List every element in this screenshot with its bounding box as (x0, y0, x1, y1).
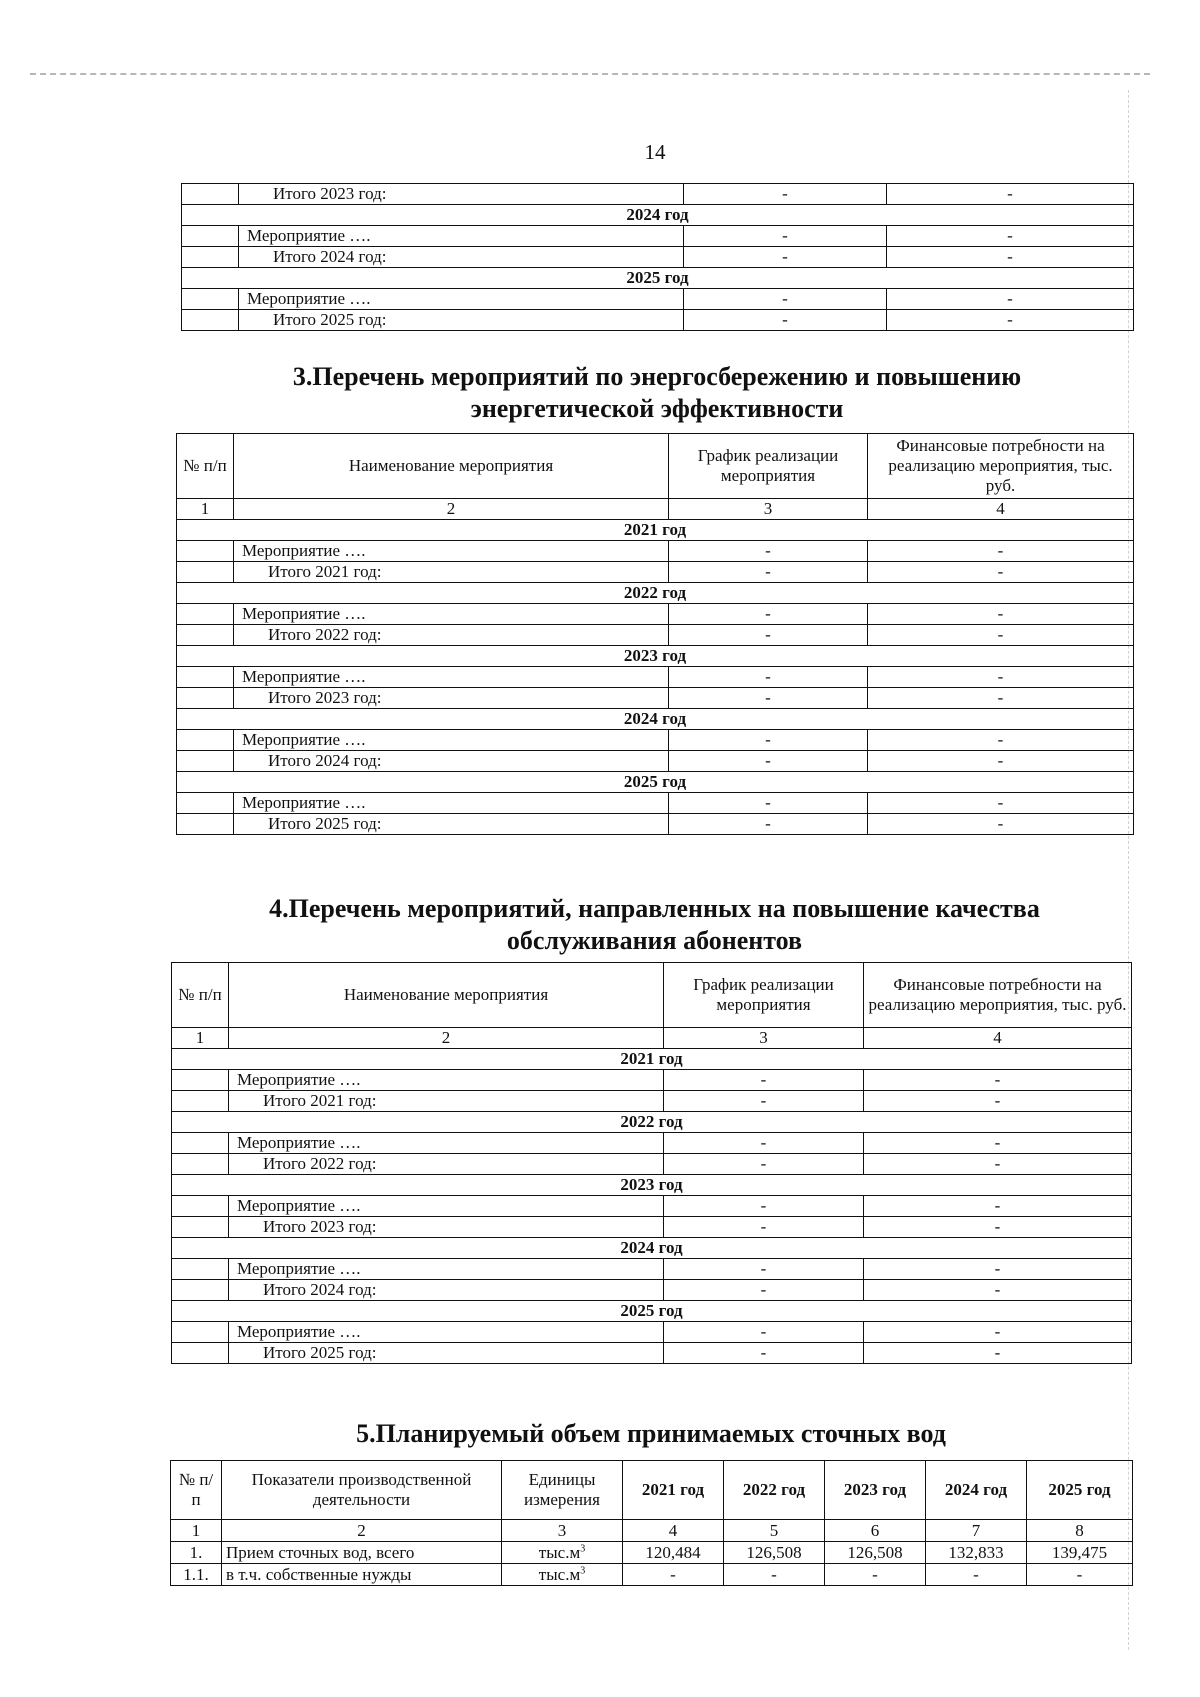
total-row (172, 1091, 1132, 1112)
row-value: - (825, 1564, 926, 1586)
finance-value: - (868, 604, 1134, 625)
finance-value: - (864, 1259, 1132, 1280)
year-label: 2022 год (172, 1112, 1132, 1133)
total-row (177, 751, 1134, 772)
schedule-value: - (664, 1280, 864, 1301)
page-number: 14 (644, 140, 666, 164)
header-schedule: График реализации мероприятия (664, 963, 864, 1028)
row-num: 1. (171, 1542, 222, 1564)
section3-title (181, 361, 1133, 425)
total-label: Итого 2021 год: (229, 1091, 664, 1112)
row-num (172, 1133, 229, 1154)
column-number-row (172, 1028, 1132, 1049)
finance-value: - (868, 793, 1134, 814)
row-num (177, 541, 234, 562)
unit-superscript: 3 (580, 1565, 586, 1577)
row-value: 139,475 (1027, 1542, 1133, 1564)
schedule-value: - (684, 226, 887, 247)
section4-title-line1: 4.Перечень мероприятий, направленных на повышение качества (269, 894, 1040, 923)
year-label: 2024 год (177, 709, 1134, 730)
row-num (172, 1091, 229, 1112)
header-unit: Единицы измерения (502, 1461, 623, 1520)
year-row (172, 1238, 1132, 1259)
year-row (177, 772, 1134, 793)
header-year: 2021 год (623, 1461, 724, 1520)
row-num (177, 793, 234, 814)
col-number: 2 (222, 1520, 502, 1542)
table-header-row (171, 1461, 1133, 1520)
header-num: № п/п (172, 963, 229, 1028)
row-num (177, 688, 234, 709)
finance-value: - (864, 1133, 1132, 1154)
col-number: 4 (868, 499, 1134, 520)
table-row (171, 1542, 1133, 1564)
unit-superscript: 3 (580, 1543, 586, 1555)
row-value: - (724, 1564, 825, 1586)
section4-title (176, 893, 1133, 957)
total-row (172, 1154, 1132, 1175)
total-label: Итого 2024 год: (239, 247, 684, 268)
total-label: Итого 2025 год: (239, 310, 684, 331)
schedule-value: - (684, 184, 887, 205)
total-label: Итого 2022 год: (229, 1154, 664, 1175)
year-row (177, 646, 1134, 667)
row-num (172, 1154, 229, 1175)
unit-text: тыс.м (538, 1543, 581, 1562)
row-num (182, 184, 239, 205)
finance-value: - (864, 1070, 1132, 1091)
row-value: - (926, 1564, 1027, 1586)
finance-value: - (864, 1280, 1132, 1301)
activity-row (177, 730, 1134, 751)
header-year: 2022 год (724, 1461, 825, 1520)
row-indicator: Прием сточных вод, всего (222, 1542, 502, 1564)
continuation-table (181, 183, 1134, 331)
header-finance: Финансовые потребности на реализацию мероприятия, тыс. руб. (864, 963, 1132, 1028)
scan-edge-line (30, 73, 1150, 75)
year-label: 2021 год (177, 520, 1134, 541)
total-label: Итого 2023 год: (239, 184, 684, 205)
finance-value: - (887, 184, 1134, 205)
finance-value: - (864, 1343, 1132, 1364)
col-number: 2 (229, 1028, 664, 1049)
finance-value: - (864, 1154, 1132, 1175)
col-number: 6 (825, 1520, 926, 1542)
row-value: - (1027, 1564, 1133, 1586)
row-num (177, 751, 234, 772)
total-row (172, 1280, 1132, 1301)
header-schedule: График реализации мероприятия (669, 434, 868, 499)
col-number: 8 (1027, 1520, 1133, 1542)
schedule-value: - (669, 541, 868, 562)
finance-value: - (868, 688, 1134, 709)
activity-label: Мероприятие …. (239, 289, 684, 310)
table-header-row (177, 434, 1134, 499)
col-number: 3 (502, 1520, 623, 1542)
row-value: 132,833 (926, 1542, 1027, 1564)
row-num (182, 247, 239, 268)
year-row (172, 1301, 1132, 1322)
year-label: 2024 год (182, 205, 1134, 226)
header-indicator: Показатели производственной деятельности (222, 1461, 502, 1520)
col-number: 3 (664, 1028, 864, 1049)
year-label: 2025 год (177, 772, 1134, 793)
year-row (182, 268, 1134, 289)
schedule-value: - (669, 793, 868, 814)
header-name: Наименование мероприятия (234, 434, 669, 499)
total-label: Итого 2023 год: (229, 1217, 664, 1238)
section3-table (176, 433, 1134, 835)
schedule-value: - (664, 1259, 864, 1280)
row-unit (502, 1564, 623, 1586)
row-num (172, 1070, 229, 1091)
col-number: 2 (234, 499, 669, 520)
activity-label: Мероприятие …. (229, 1259, 664, 1280)
row-num (177, 604, 234, 625)
activity-label: Мероприятие …. (229, 1133, 664, 1154)
year-row (172, 1112, 1132, 1133)
total-row (182, 184, 1134, 205)
total-label: Итого 2024 год: (229, 1280, 664, 1301)
row-value: 126,508 (724, 1542, 825, 1564)
col-number: 4 (864, 1028, 1132, 1049)
finance-value: - (868, 625, 1134, 646)
row-num (182, 289, 239, 310)
total-row (177, 688, 1134, 709)
activity-label: Мероприятие …. (234, 793, 669, 814)
total-row (172, 1217, 1132, 1238)
finance-value: - (868, 730, 1134, 751)
year-row (177, 583, 1134, 604)
finance-value: - (864, 1217, 1132, 1238)
total-row (182, 310, 1134, 331)
total-row (172, 1343, 1132, 1364)
schedule-value: - (684, 289, 887, 310)
col-number: 7 (926, 1520, 1027, 1542)
year-label: 2023 год (177, 646, 1134, 667)
col-number: 1 (171, 1520, 222, 1542)
unit-text: тыс.м (538, 1565, 581, 1584)
finance-value: - (887, 310, 1134, 331)
schedule-value: - (669, 604, 868, 625)
activity-label: Мероприятие …. (234, 667, 669, 688)
row-unit (502, 1542, 623, 1564)
section5-table (170, 1460, 1133, 1586)
row-value: - (623, 1564, 724, 1586)
row-num (182, 226, 239, 247)
col-number: 5 (724, 1520, 825, 1542)
total-label: Итого 2025 год: (229, 1343, 664, 1364)
total-label: Итого 2021 год: (234, 562, 669, 583)
row-num (177, 667, 234, 688)
total-row (177, 814, 1134, 835)
total-row (177, 625, 1134, 646)
activity-label: Мероприятие …. (234, 541, 669, 562)
year-row (172, 1175, 1132, 1196)
schedule-value: - (684, 247, 887, 268)
year-label: 2023 год (172, 1175, 1132, 1196)
total-label: Итого 2023 год: (234, 688, 669, 709)
row-num (172, 1259, 229, 1280)
row-value: 120,484 (623, 1542, 724, 1564)
column-number-row (177, 499, 1134, 520)
schedule-value: - (669, 625, 868, 646)
header-year: 2023 год (825, 1461, 926, 1520)
schedule-value: - (664, 1217, 864, 1238)
row-num (172, 1322, 229, 1343)
total-row (177, 562, 1134, 583)
finance-value: - (887, 289, 1134, 310)
row-value: 126,508 (825, 1542, 926, 1564)
section4-title-line2: обслуживания абонентов (506, 926, 803, 955)
total-label: Итого 2022 год: (234, 625, 669, 646)
finance-value: - (868, 751, 1134, 772)
schedule-value: - (664, 1343, 864, 1364)
row-num (177, 625, 234, 646)
year-row (177, 709, 1134, 730)
col-number: 3 (669, 499, 868, 520)
schedule-value: - (664, 1196, 864, 1217)
finance-value: - (864, 1091, 1132, 1112)
finance-value: - (864, 1196, 1132, 1217)
header-num: № п/п (177, 434, 234, 499)
header-num: № п/п (171, 1461, 222, 1520)
schedule-value: - (669, 562, 868, 583)
schedule-value: - (664, 1154, 864, 1175)
section3-title-line2: энергетической эффективности (470, 394, 844, 423)
row-num (172, 1196, 229, 1217)
col-number: 4 (623, 1520, 724, 1542)
section3-title-line1: 3.Перечень мероприятий по энергосбережению и повышению (292, 362, 1022, 391)
activity-row (177, 604, 1134, 625)
schedule-value: - (669, 814, 868, 835)
header-name: Наименование мероприятия (229, 963, 664, 1028)
schedule-value: - (669, 688, 868, 709)
total-label: Итого 2025 год: (234, 814, 669, 835)
activity-row (172, 1133, 1132, 1154)
row-num (177, 814, 234, 835)
activity-label: Мероприятие …. (229, 1070, 664, 1091)
row-num (177, 562, 234, 583)
activity-label: Мероприятие …. (229, 1322, 664, 1343)
finance-value: - (887, 226, 1134, 247)
finance-value: - (868, 562, 1134, 583)
column-number-row (171, 1520, 1133, 1542)
total-row (182, 247, 1134, 268)
schedule-value: - (684, 310, 887, 331)
row-num (172, 1343, 229, 1364)
col-number: 1 (172, 1028, 229, 1049)
section4-table (171, 962, 1132, 1364)
schedule-value: - (664, 1091, 864, 1112)
finance-value: - (887, 247, 1134, 268)
header-finance: Финансовые потребности на реализацию мероприятия, тыс. руб. (868, 434, 1134, 499)
schedule-value: - (669, 730, 868, 751)
year-row (177, 520, 1134, 541)
activity-row (182, 226, 1134, 247)
activity-row (177, 541, 1134, 562)
schedule-value: - (664, 1322, 864, 1343)
year-label: 2022 год (177, 583, 1134, 604)
activity-row (172, 1259, 1132, 1280)
year-row (182, 205, 1134, 226)
schedule-value: - (669, 751, 868, 772)
table-row (171, 1564, 1133, 1586)
activity-row (172, 1070, 1132, 1091)
col-number: 1 (177, 499, 234, 520)
row-num (172, 1280, 229, 1301)
finance-value: - (868, 814, 1134, 835)
row-indicator: в т.ч. собственные нужды (222, 1564, 502, 1586)
year-label: 2024 год (172, 1238, 1132, 1259)
activity-label: Мероприятие …. (239, 226, 684, 247)
year-row (172, 1049, 1132, 1070)
row-num: 1.1. (171, 1564, 222, 1586)
activity-row (182, 289, 1134, 310)
finance-value: - (868, 667, 1134, 688)
activity-row (172, 1322, 1132, 1343)
activity-label: Мероприятие …. (234, 730, 669, 751)
activity-row (177, 667, 1134, 688)
year-label: 2025 год (172, 1301, 1132, 1322)
header-year: 2025 год (1027, 1461, 1133, 1520)
year-label: 2025 год (182, 268, 1134, 289)
finance-value: - (868, 541, 1134, 562)
activity-label: Мероприятие …. (234, 604, 669, 625)
row-num (177, 730, 234, 751)
activity-row (177, 793, 1134, 814)
section5-title: 5.Планируемый объем принимаемых сточных вод (356, 1419, 946, 1448)
row-num (172, 1217, 229, 1238)
table-header-row (172, 963, 1132, 1028)
activity-label: Мероприятие …. (229, 1196, 664, 1217)
total-label: Итого 2024 год: (234, 751, 669, 772)
header-year: 2024 год (926, 1461, 1027, 1520)
activity-row (172, 1196, 1132, 1217)
finance-value: - (864, 1322, 1132, 1343)
schedule-value: - (664, 1070, 864, 1091)
schedule-value: - (669, 667, 868, 688)
year-label: 2021 год (172, 1049, 1132, 1070)
row-num (182, 310, 239, 331)
schedule-value: - (664, 1133, 864, 1154)
